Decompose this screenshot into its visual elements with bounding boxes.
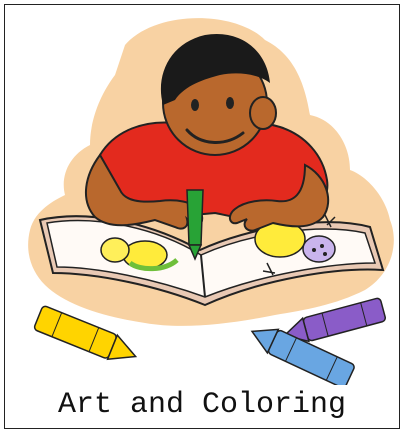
boy-coloring-illustration — [5, 5, 401, 385]
caption-art-and-coloring: Art and Coloring — [57, 388, 347, 422]
clipart-card — [4, 4, 400, 429]
